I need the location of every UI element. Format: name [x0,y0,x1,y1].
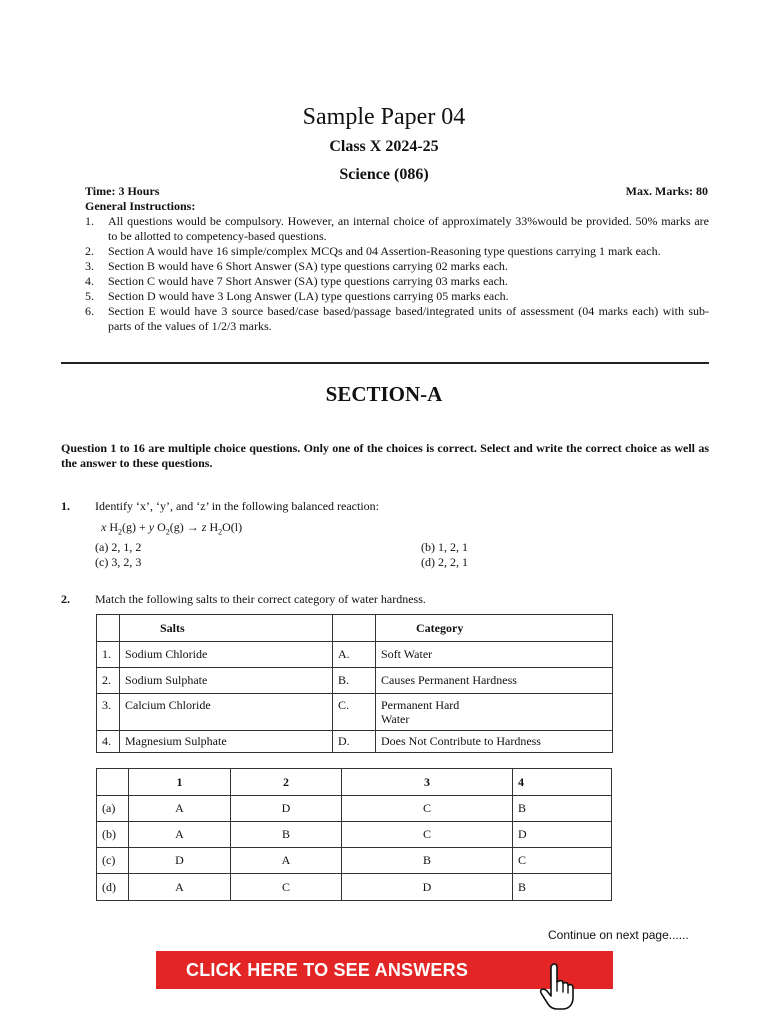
eq-sub: 2 [118,527,122,537]
table-cell: B [231,822,342,848]
instruction-text: Section E would have 3 source based/case based/passage based/integrated units of assessment (04 marks each) with sub-parts of the values of 1/2/3 marks. [108,304,709,333]
eq-arrow: → [186,520,199,534]
eq-state: (g) [122,520,136,534]
table-header-cell: 3 [342,769,513,796]
eq-state: (l) [230,520,243,534]
table-header-cell [333,615,376,642]
class-line: Class X 2024-25 [329,138,439,155]
subject-line: Science (086) [339,166,429,183]
table-cell: B [342,848,513,874]
option-d: (d) 2, 2, 1 [421,555,468,569]
table-cell: B [513,796,612,822]
table-cell: B [513,874,612,901]
table-cell: A [129,796,231,822]
table-header-cell: 4 [513,769,612,796]
table-header-cell [97,769,129,796]
eq-sub: 2 [218,527,223,537]
table-row [97,731,613,753]
table-row [97,668,613,694]
instruction-item [85,289,709,304]
table-cell [376,694,613,731]
answer-options-table [96,768,612,901]
table-cell: D [513,822,612,848]
table-cell: D [342,874,513,901]
table-cell: D. [333,731,376,753]
table-header-cell: Salts [120,615,333,642]
see-answers-label: CLICK HERE TO SEE ANSWERS [186,960,469,980]
instruction-text: Section B would have 6 Short Answer (SA) type questions carrying 02 marks each. [108,259,508,273]
question-2-text: Match the following salts to their correct category of water hardness. [95,592,426,606]
table-cell: Causes Permanent Hardness [376,668,613,694]
table-header-cell: Category [376,615,613,642]
table-cell: 1. [97,642,120,668]
instruction-item [85,244,709,259]
table-header-cell: 1 [129,769,231,796]
table-cell: (c) [97,848,129,874]
question-2-number: 2. [61,592,70,606]
eq-h: H [209,520,219,534]
instruction-number: 5. [85,289,94,303]
eq-y: y [148,520,155,534]
table-cell: (d) [97,874,129,901]
option-a: (a) 2, 1, 2 [95,540,142,554]
instruction-number: 4. [85,274,94,288]
table-cell: D [129,848,231,874]
question-1-equation [101,520,242,536]
table-cell: Soft Water [376,642,613,668]
table-cell: 4. [97,731,120,753]
table-header-cell [97,615,120,642]
table-header-row [97,615,613,642]
eq-o: O [222,520,231,534]
table-cell: B. [333,668,376,694]
exam-meta [85,184,708,199]
instructions-list [85,214,709,334]
table-cell: C [231,874,342,901]
table-cell: (a) [97,796,129,822]
table-row [97,642,613,668]
table-cell: C. [333,694,376,731]
divider [61,362,709,364]
instruction-number: 6. [85,304,94,318]
table-header-row [97,769,612,796]
table-header-cell: 2 [231,769,342,796]
instruction-item [85,259,709,274]
continue-note: Continue on next page...... [548,928,689,942]
time-label: Time: 3 Hours [85,184,160,198]
table-cell: 2. [97,668,120,694]
eq-sub: 2 [165,527,170,537]
table-cell: A [231,848,342,874]
table-cell: D [231,796,342,822]
instruction-item [85,304,709,334]
cell-line: Permanent Hard [381,698,460,712]
match-table [96,614,613,753]
eq-h: H [109,520,118,534]
table-row [97,694,613,731]
table-cell: 3. [97,694,120,731]
table-cell: Sodium Chloride [120,642,333,668]
table-cell: A [129,822,231,848]
table-row [97,822,612,848]
table-cell: Calcium Chloride [120,694,333,731]
eq-plus: + [139,520,146,534]
instruction-item [85,274,709,289]
table-cell: Magnesium Sulphate [120,731,333,753]
table-cell: (b) [97,822,129,848]
max-marks-label: Max. Marks: 80 [625,184,708,198]
instruction-item [85,214,709,244]
table-row [97,874,612,901]
instruction-number: 3. [85,259,94,273]
eq-z: z [201,520,207,534]
cell-line: Water [381,712,410,726]
table-cell: Sodium Sulphate [120,668,333,694]
table-row [97,796,612,822]
hand-pointer-icon[interactable] [536,962,580,1012]
table-cell: Does Not Contribute to Hardness [376,731,613,753]
instruction-number: 1. [85,214,94,228]
table-row [97,848,612,874]
instruction-text: Section D would have 3 Long Answer (LA) type questions carrying 05 marks each. [108,289,509,303]
section-intro: Question 1 to 16 are multiple choice questions. Only one of the choices is correct. Select and write the correct choice as well as the answer to these questions. [61,441,709,470]
table-cell: C [513,848,612,874]
option-c: (c) 3, 2, 3 [95,555,142,569]
question-1-number: 1. [61,499,70,513]
section-title: SECTION-A [325,382,443,406]
eq-o: O [157,520,166,534]
table-cell: A [129,874,231,901]
instruction-text: Section A would have 16 simple/complex MCQs and 04 Assertion-Reasoning type questions carrying 1 mark each. [108,244,661,258]
instructions-heading: General Instructions: [85,199,196,213]
option-b: (b) 1, 2, 1 [421,540,468,554]
eq-state: (g) [169,520,184,534]
instruction-number: 2. [85,244,94,258]
paper-title: Sample Paper 04 [302,104,466,130]
instruction-text: Section C would have 7 Short Answer (SA) type questions carrying 03 marks each. [108,274,508,288]
table-cell: A. [333,642,376,668]
question-1-text: Identify ‘x’, ‘y’, and ‘z’ in the following balanced reaction: [95,499,379,513]
table-cell: C [342,796,513,822]
instruction-text: All questions would be compulsory. However, an internal choice of approximately 33%would be provided. 50% marks are to be allotted to competency-based questions. [108,214,709,243]
eq-x: x [101,520,107,534]
table-cell: C [342,822,513,848]
